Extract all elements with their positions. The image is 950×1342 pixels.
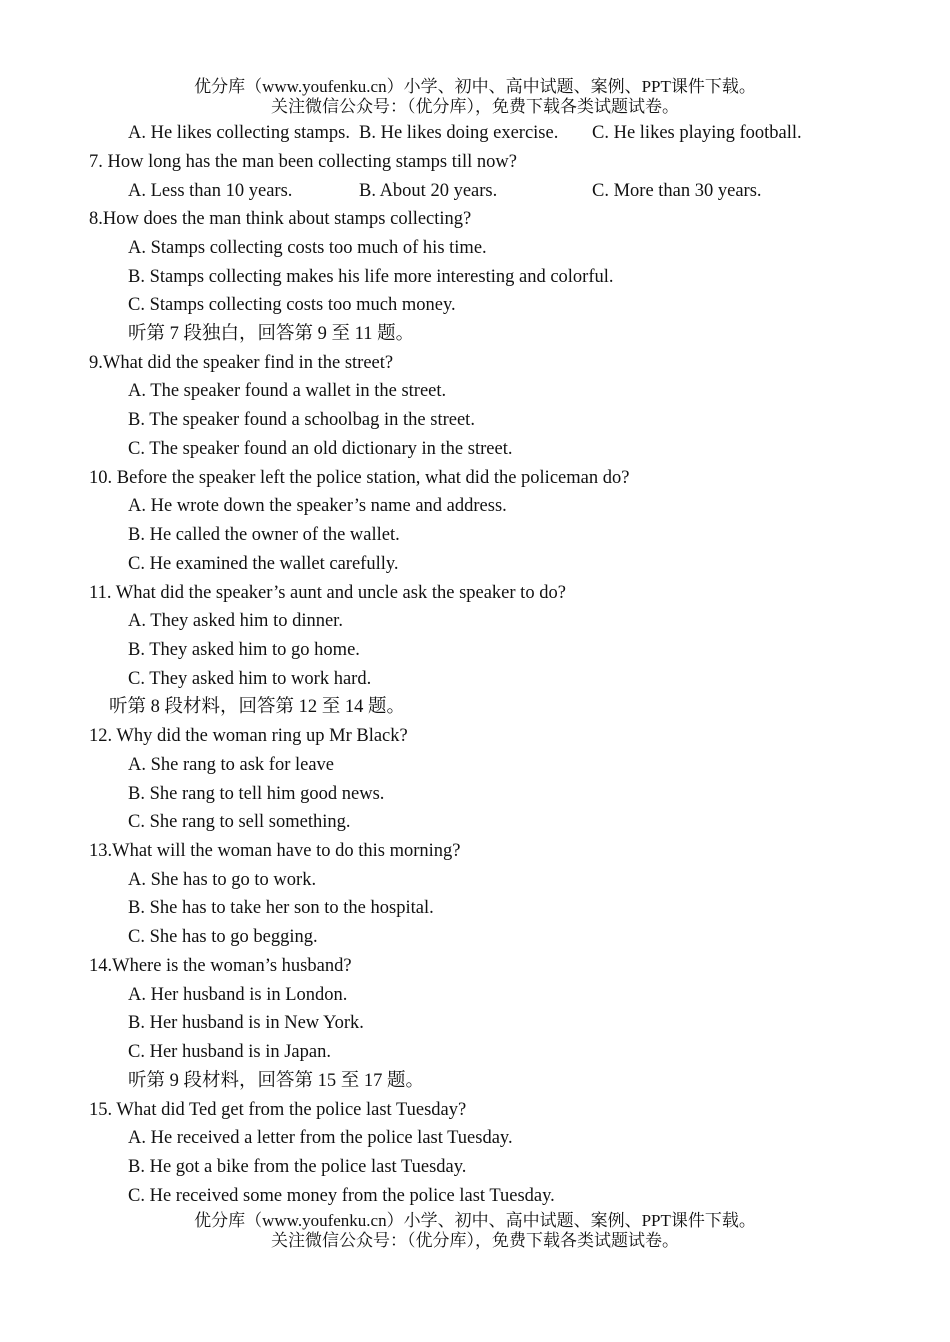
q6-option-b: B. He likes doing exercise. — [359, 123, 559, 143]
q13-question: 13.What will the woman have to do this morning? — [89, 841, 461, 861]
q13-option-c: C. She has to go begging. — [128, 927, 318, 947]
q8-option-c: C. Stamps collecting costs too much money. — [128, 295, 456, 315]
q9-option-c: C. The speaker found an old dictionary in the street. — [128, 439, 513, 459]
q7-option-b: B. About 20 years. — [359, 181, 498, 201]
q12-option-a: A. She rang to ask for leave — [128, 755, 335, 775]
q7-options — [0, 177, 950, 205]
q10-option-c: C. He examined the wallet carefully. — [128, 554, 399, 574]
footer-line-2: 关注微信公众号：（优分库），免费下载各类试题试卷。 — [271, 1231, 679, 1250]
q14-question: 14.Where is the woman’s husband? — [89, 956, 352, 976]
q9-option-a: A. The speaker found a wallet in the street. — [128, 381, 447, 401]
q12-option-b: B. She rang to tell him good news. — [128, 784, 385, 804]
q10-option-b: B. He called the owner of the wallet. — [128, 525, 400, 545]
q7-option-a: A. Less than 10 years. — [128, 181, 293, 201]
footer-banner — [0, 1211, 950, 1251]
q15-option-a: A. He received a letter from the police last Tuesday. — [128, 1128, 513, 1148]
q7-option-c: C. More than 30 years. — [592, 181, 762, 201]
q13-option-a: A. She has to go to work. — [128, 870, 317, 890]
q13-option-b: B. She has to take her son to the hospital. — [128, 898, 434, 918]
q14-option-c: C. Her husband is in Japan. — [128, 1042, 331, 1062]
q10-option-a: A. He wrote down the speaker’s name and address. — [128, 496, 507, 516]
q6-option-a: A. He likes collecting stamps. — [128, 123, 350, 143]
q9-option-b: B. The speaker found a schoolbag in the street. — [128, 410, 475, 430]
q14-option-b: B. Her husband is in New York. — [128, 1013, 364, 1033]
q15-option-b: B. He got a bike from the police last Tuesday. — [128, 1157, 467, 1177]
q9-question: 9.What did the speaker find in the street? — [89, 353, 394, 373]
q6-option-c: C. He likes playing football. — [592, 123, 802, 143]
q12-question: 12. Why did the woman ring up Mr Black? — [89, 726, 408, 746]
footer-line-1: 优分库（www.youfenku.cn）小学、初中、高中试题、案例、PPT课件下载。 — [194, 1211, 756, 1230]
q15-option-c: C. He received some money from the police last Tuesday. — [128, 1186, 555, 1206]
q8-option-b: B. Stamps collecting makes his life more interesting and colorful. — [128, 267, 614, 287]
q11-option-b: B. They asked him to go home. — [128, 640, 360, 660]
q8-option-a: A. Stamps collecting costs too much of his time. — [128, 238, 487, 258]
header-line-1: 优分库（www.youfenku.cn）小学、初中、高中试题、案例、PPT课件下载。 — [194, 77, 756, 96]
q15-question: 15. What did Ted get from the police last Tuesday? — [89, 1100, 467, 1120]
q11-question: 11. What did the speaker’s aunt and uncle ask the speaker to do? — [89, 583, 566, 603]
header-line-2: 关注微信公众号：（优分库），免费下载各类试题试卷。 — [271, 97, 679, 116]
q11-option-c: C. They asked him to work hard. — [128, 669, 372, 689]
section-8-instruction: 听第 8 段材料，回答第 12 至 14 题。 — [109, 697, 406, 717]
q6-options — [0, 119, 950, 147]
section-7-instruction: 听第 7 段独白，回答第 9 至 11 题。 — [128, 324, 415, 344]
section-9-instruction: 听第 9 段材料，回答第 15 至 17 题。 — [128, 1071, 425, 1091]
q11-option-a: A. They asked him to dinner. — [128, 611, 343, 631]
q7-question: 7. How long has the man been collecting stamps till now? — [89, 152, 517, 172]
q10-question: 10. Before the speaker left the police station, what did the policeman do? — [89, 468, 630, 488]
header-banner — [0, 77, 950, 117]
q12-option-c: C. She rang to sell something. — [128, 812, 351, 832]
q8-question: 8.How does the man think about stamps collecting? — [89, 209, 472, 229]
q14-option-a: A. Her husband is in London. — [128, 985, 348, 1005]
